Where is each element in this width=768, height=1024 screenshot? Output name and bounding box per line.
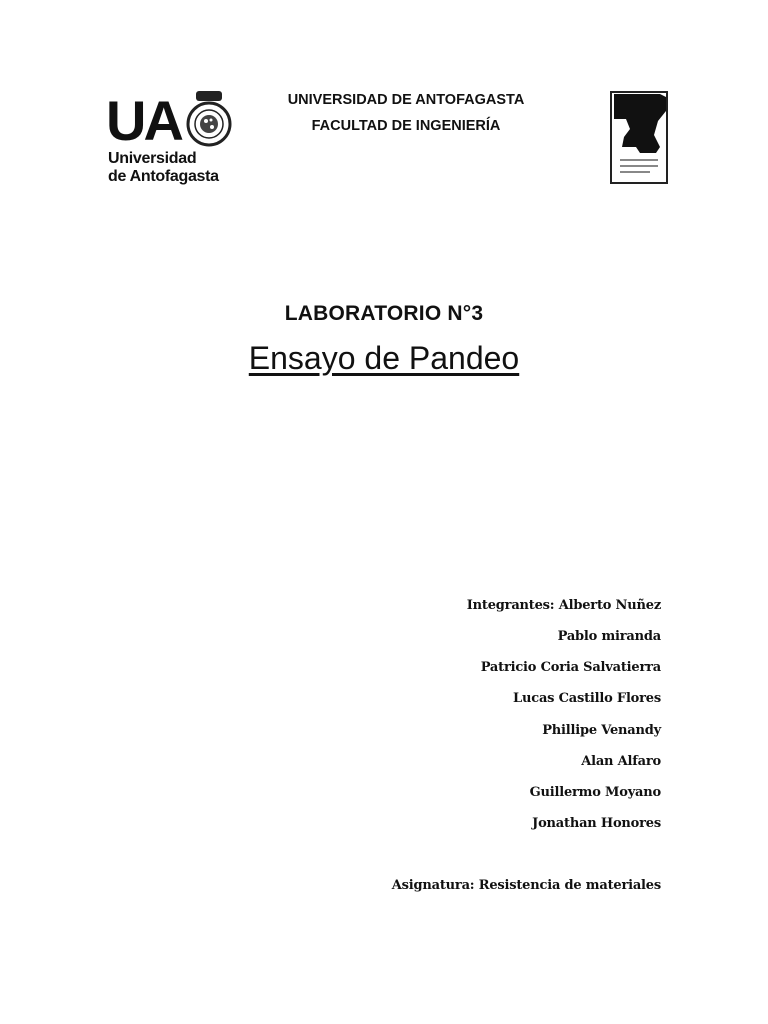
logo-line-2: de Antofagasta bbox=[108, 168, 219, 185]
logo-line-1: Universidad bbox=[108, 150, 197, 167]
header-faculty: FACULTAD DE INGENIERÍA bbox=[311, 118, 501, 134]
team-member: Patricio Coria Salvatierra bbox=[480, 660, 661, 675]
team-member: Lucas Castillo Flores bbox=[513, 691, 661, 706]
logo-mark: UA bbox=[106, 89, 181, 152]
team-label-line: Integrantes: Alberto Nuñez bbox=[466, 598, 661, 613]
subject-line: Asignatura: Resistencia de materiales bbox=[391, 878, 661, 893]
team-member: Phillipe Venandy bbox=[542, 723, 661, 738]
lab-number-title: LABORATORIO N°3 bbox=[284, 302, 484, 325]
header-university: UNIVERSIDAD DE ANTOFAGASTA bbox=[287, 92, 525, 108]
document-title: Ensayo de Pandeo bbox=[248, 340, 520, 376]
team-member: Pablo miranda bbox=[557, 629, 661, 644]
team-member: Jonathan Honores bbox=[532, 816, 661, 831]
faculty-map-logo-icon bbox=[610, 91, 668, 184]
team-member: Alan Alfaro bbox=[581, 754, 661, 769]
team-member: Guillermo Moyano bbox=[529, 785, 661, 800]
